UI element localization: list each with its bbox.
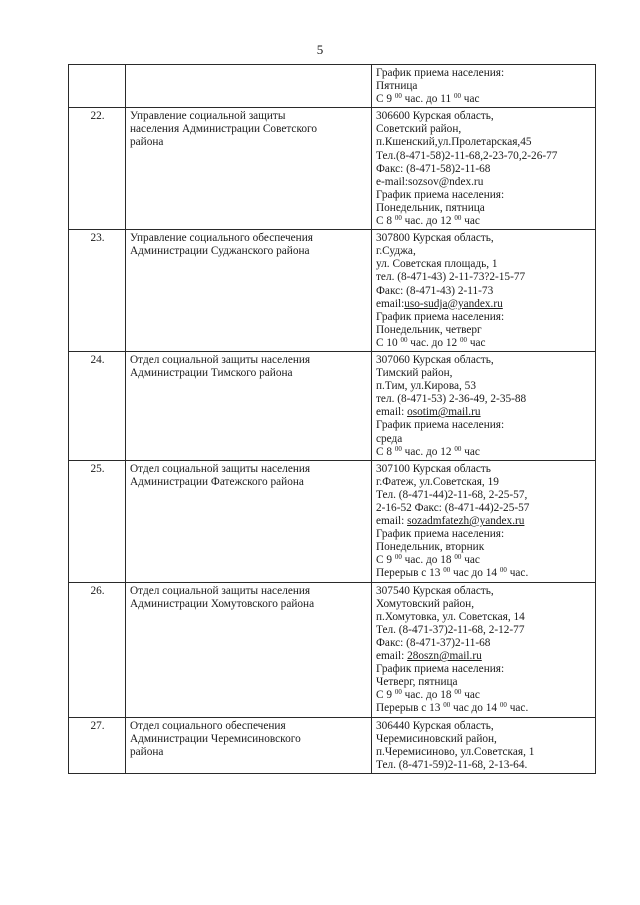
- contact-text: час до 14: [450, 567, 500, 580]
- contact-line: [376, 311, 592, 324]
- contact-text: час: [461, 554, 480, 567]
- contact-info: [372, 108, 596, 230]
- contact-line: [376, 189, 592, 202]
- contact-line: [376, 446, 592, 459]
- contact-text: час. до 11: [401, 93, 454, 106]
- contact-line: [376, 150, 592, 163]
- organization-name: [126, 230, 372, 352]
- organization-name-line: Администрации Фатежского района: [130, 475, 304, 488]
- row-number: 25.: [69, 460, 126, 582]
- organization-name: [126, 460, 372, 582]
- contact-line: [376, 285, 592, 298]
- contact-text: 306600 Курская область,: [376, 110, 494, 123]
- row-number: [69, 65, 126, 108]
- organization-name-line: Отдел социального обеспечения: [130, 719, 286, 732]
- contact-text: График приема населения:: [376, 663, 505, 676]
- organization-name: [126, 717, 372, 773]
- contact-text: 306440 Курская область,: [376, 719, 494, 732]
- time-superscript: 00: [394, 215, 402, 223]
- contact-text: e-mail:sozsov@ndex.ru: [376, 175, 484, 188]
- contact-line: [376, 515, 592, 528]
- contact-text: 2-16-52 Факс: (8-471-44)2-25-57: [376, 502, 530, 514]
- contact-text: час: [460, 93, 480, 106]
- contact-info: [372, 351, 596, 460]
- contact-text: Понедельник, четверг: [376, 323, 482, 336]
- contact-line: [376, 554, 592, 567]
- contact-text: час. до 18: [401, 689, 455, 702]
- contact-line: [376, 324, 592, 337]
- table-row: [69, 582, 596, 717]
- time-superscript: 00: [394, 93, 402, 101]
- table-row: [69, 717, 596, 773]
- contact-text: час: [461, 445, 480, 458]
- contact-line: [376, 163, 592, 176]
- contact-text: С 9: [376, 93, 395, 106]
- contact-text: С 8: [376, 445, 395, 458]
- organization-name-line: Администрации Черемисиновского: [130, 732, 301, 745]
- contact-line: [376, 528, 592, 541]
- row-number: 23.: [69, 230, 126, 352]
- contact-text: С 8: [376, 215, 395, 228]
- time-superscript: 00: [454, 445, 462, 453]
- contact-text: Понедельник, пятница: [376, 201, 485, 214]
- organization-name-line: Администрации Тимского района: [130, 367, 293, 380]
- contact-text: г.Суджа,: [376, 245, 416, 258]
- contact-info: [372, 65, 596, 108]
- contact-line: [376, 598, 592, 611]
- contact-text: Черемисиновский район,: [376, 732, 497, 745]
- contact-line: [376, 80, 592, 93]
- contact-line: [376, 337, 592, 350]
- contact-text: График приема населения:: [376, 419, 505, 432]
- time-superscript: 00: [499, 567, 507, 575]
- contact-line: [376, 393, 592, 406]
- organization-name-line: Отдел социальной защиты населения: [130, 353, 311, 366]
- contact-text: email:: [376, 515, 408, 528]
- email-link[interactable]: 28oszn@mail.ru: [407, 650, 482, 663]
- contact-line: [376, 759, 592, 772]
- time-superscript: 00: [443, 702, 451, 710]
- contact-text: 307060 Курская область,: [376, 353, 494, 366]
- contact-line: [376, 637, 592, 650]
- contact-text: час: [467, 336, 486, 349]
- contact-line: [376, 93, 592, 106]
- contact-text: С 10: [376, 336, 401, 349]
- contact-line: [376, 419, 592, 432]
- table-row: [69, 351, 596, 460]
- contact-line: [376, 271, 592, 284]
- contact-line: [376, 176, 592, 189]
- organization-name-line: Управление социального обеспечения: [130, 232, 313, 245]
- time-superscript: 00: [454, 554, 462, 562]
- contact-text: Четверг, пятница: [376, 676, 458, 689]
- contact-text: 307800 Курская область,: [376, 232, 494, 245]
- table-row: [69, 230, 596, 352]
- contact-line: [376, 746, 592, 759]
- contact-text: Пятница: [376, 80, 418, 93]
- time-superscript: 00: [394, 445, 402, 453]
- organization-name-line: района: [130, 136, 164, 149]
- contact-line: [376, 702, 592, 715]
- contact-text: тел. (8-471-43) 2-11-73?2-15-77: [376, 271, 526, 284]
- time-superscript: 00: [460, 336, 468, 344]
- page-number: 5: [316, 42, 324, 57]
- row-number: 24.: [69, 351, 126, 460]
- contact-text: час. до 12: [401, 445, 455, 458]
- contact-line: [376, 245, 592, 258]
- contact-line: [376, 585, 592, 598]
- organization-name-line: Управление социальной защиты: [130, 110, 286, 123]
- contact-text: Хомутовский район,: [376, 597, 475, 610]
- email-link[interactable]: uso-sudja@yandex.ru: [404, 297, 503, 310]
- contact-line: [376, 567, 592, 580]
- contact-line: [376, 689, 592, 702]
- contact-text: г.Фатеж, ул.Советская, 19: [376, 475, 499, 488]
- contact-line: [376, 676, 592, 689]
- contact-text: График приема населения:: [376, 188, 505, 201]
- contact-text: п.Кшенский,ул.Пролетарская,45: [376, 136, 532, 149]
- contact-text: График приема населения:: [376, 67, 505, 79]
- contact-text: 307100 Курская область: [376, 462, 491, 475]
- contact-text: Факс: (8-471-43) 2-11-73: [376, 284, 494, 297]
- contact-text: Перерыв с 13: [376, 567, 444, 580]
- contact-info: [372, 717, 596, 773]
- time-superscript: 00: [499, 702, 507, 710]
- organization-name-line: Отдел социальной защиты населения: [130, 462, 311, 475]
- time-superscript: 00: [454, 689, 462, 697]
- contact-line: [376, 380, 592, 393]
- time-superscript: 00: [394, 689, 402, 697]
- contact-info: [372, 230, 596, 352]
- contact-text: Перерыв с 13: [376, 702, 444, 715]
- contact-text: среда: [376, 432, 403, 445]
- contact-text: п.Черемисиново, ул.Советская, 1: [376, 745, 535, 758]
- contact-text: п.Хомутовка, ул. Советская, 14: [376, 610, 525, 623]
- contact-line: [376, 406, 592, 419]
- contact-text: час. до 12: [401, 215, 455, 228]
- contact-line: [376, 733, 592, 746]
- contact-line: [376, 433, 592, 446]
- contact-line: [376, 215, 592, 228]
- organization-name-line: Администрации Суджанского района: [130, 245, 310, 258]
- contact-text: ул. Советская площадь, 1: [376, 258, 498, 271]
- contact-text: Факс: (8-471-37)2-11-68: [376, 636, 491, 649]
- organization-name-line: населения Администрации Советского: [130, 123, 318, 136]
- contact-text: С 9: [376, 689, 395, 702]
- contact-line: [376, 123, 592, 136]
- contact-text: час.: [506, 702, 529, 715]
- contact-line: [376, 489, 592, 502]
- contact-text: Понедельник, вторник: [376, 541, 485, 554]
- time-superscript: 00: [400, 336, 408, 344]
- contact-text: Факс: (8-471-58)2-11-68: [376, 162, 491, 175]
- contact-text: Тел. (8-471-44)2-11-68, 2-25-57,: [376, 488, 528, 501]
- contact-line: [376, 298, 592, 311]
- contact-text: п.Тим, ул.Кирова, 53: [376, 380, 476, 393]
- contact-line: [376, 258, 592, 271]
- row-number: 22.: [69, 108, 126, 230]
- row-number: 27.: [69, 717, 126, 773]
- contact-text: час. до 18: [401, 554, 455, 567]
- contact-text: час. до 12: [407, 336, 461, 349]
- contact-text: Советский район,: [376, 123, 462, 136]
- contact-info: [372, 582, 596, 717]
- organization-name-line: Отдел социальной защиты населения: [130, 584, 311, 597]
- table-row: [69, 108, 596, 230]
- organization-name-line: района: [130, 745, 164, 758]
- contact-text: Тимский район,: [376, 367, 453, 380]
- contact-text: email:: [376, 406, 408, 419]
- contact-text: С 9: [376, 554, 395, 567]
- organization-name: [126, 65, 372, 108]
- email-link[interactable]: osotim@mail.ru: [407, 406, 481, 419]
- contact-line: [376, 663, 592, 676]
- time-superscript: 00: [394, 554, 402, 562]
- contact-text: 307540 Курская область,: [376, 584, 494, 597]
- table-row: [69, 460, 596, 582]
- contact-line: [376, 67, 592, 80]
- contact-text: Тел. (8-471-59)2-11-68, 2-13-64.: [376, 758, 528, 771]
- organization-name: [126, 582, 372, 717]
- contact-text: час до 14: [450, 702, 500, 715]
- contact-line: [376, 367, 592, 380]
- time-superscript: 00: [443, 567, 451, 575]
- contact-line: [376, 202, 592, 215]
- contact-text: час: [461, 215, 480, 228]
- contact-text: График приема населения:: [376, 310, 505, 323]
- contact-line: [376, 611, 592, 624]
- contact-info: [372, 460, 596, 582]
- contact-line: [376, 541, 592, 554]
- row-number: 26.: [69, 582, 126, 717]
- contact-line: [376, 624, 592, 637]
- table-row: [69, 65, 596, 108]
- contact-line: [376, 136, 592, 149]
- contact-line: [376, 232, 592, 245]
- contact-line: [376, 476, 592, 489]
- time-superscript: 00: [453, 93, 461, 101]
- time-superscript: 00: [454, 215, 462, 223]
- contact-text: тел. (8-471-53) 2-36-49, 2-35-88: [376, 393, 527, 406]
- contact-line: [376, 463, 592, 476]
- contact-line: [376, 354, 592, 367]
- organizations-table: [68, 64, 596, 774]
- contact-line: [376, 720, 592, 733]
- contact-text: час: [461, 689, 480, 702]
- organization-name-line: Администрации Хомутовского района: [130, 597, 315, 610]
- organization-name: [126, 108, 372, 230]
- contact-line: [376, 502, 592, 515]
- organization-name: [126, 351, 372, 460]
- email-link[interactable]: sozadmfatezh@yandex.ru: [407, 515, 525, 528]
- contact-text: email:: [376, 650, 408, 663]
- contact-line: [376, 110, 592, 123]
- contact-text: Тел.(8-471-58)2-11-68,2-23-70,2-26-77: [376, 149, 558, 162]
- contact-line: [376, 650, 592, 663]
- contact-text: Тел. (8-471-37)2-11-68, 2-12-77: [376, 623, 525, 636]
- contact-text: час.: [506, 567, 529, 580]
- contact-text: График приема населения:: [376, 528, 505, 541]
- contact-text: email:: [376, 297, 405, 310]
